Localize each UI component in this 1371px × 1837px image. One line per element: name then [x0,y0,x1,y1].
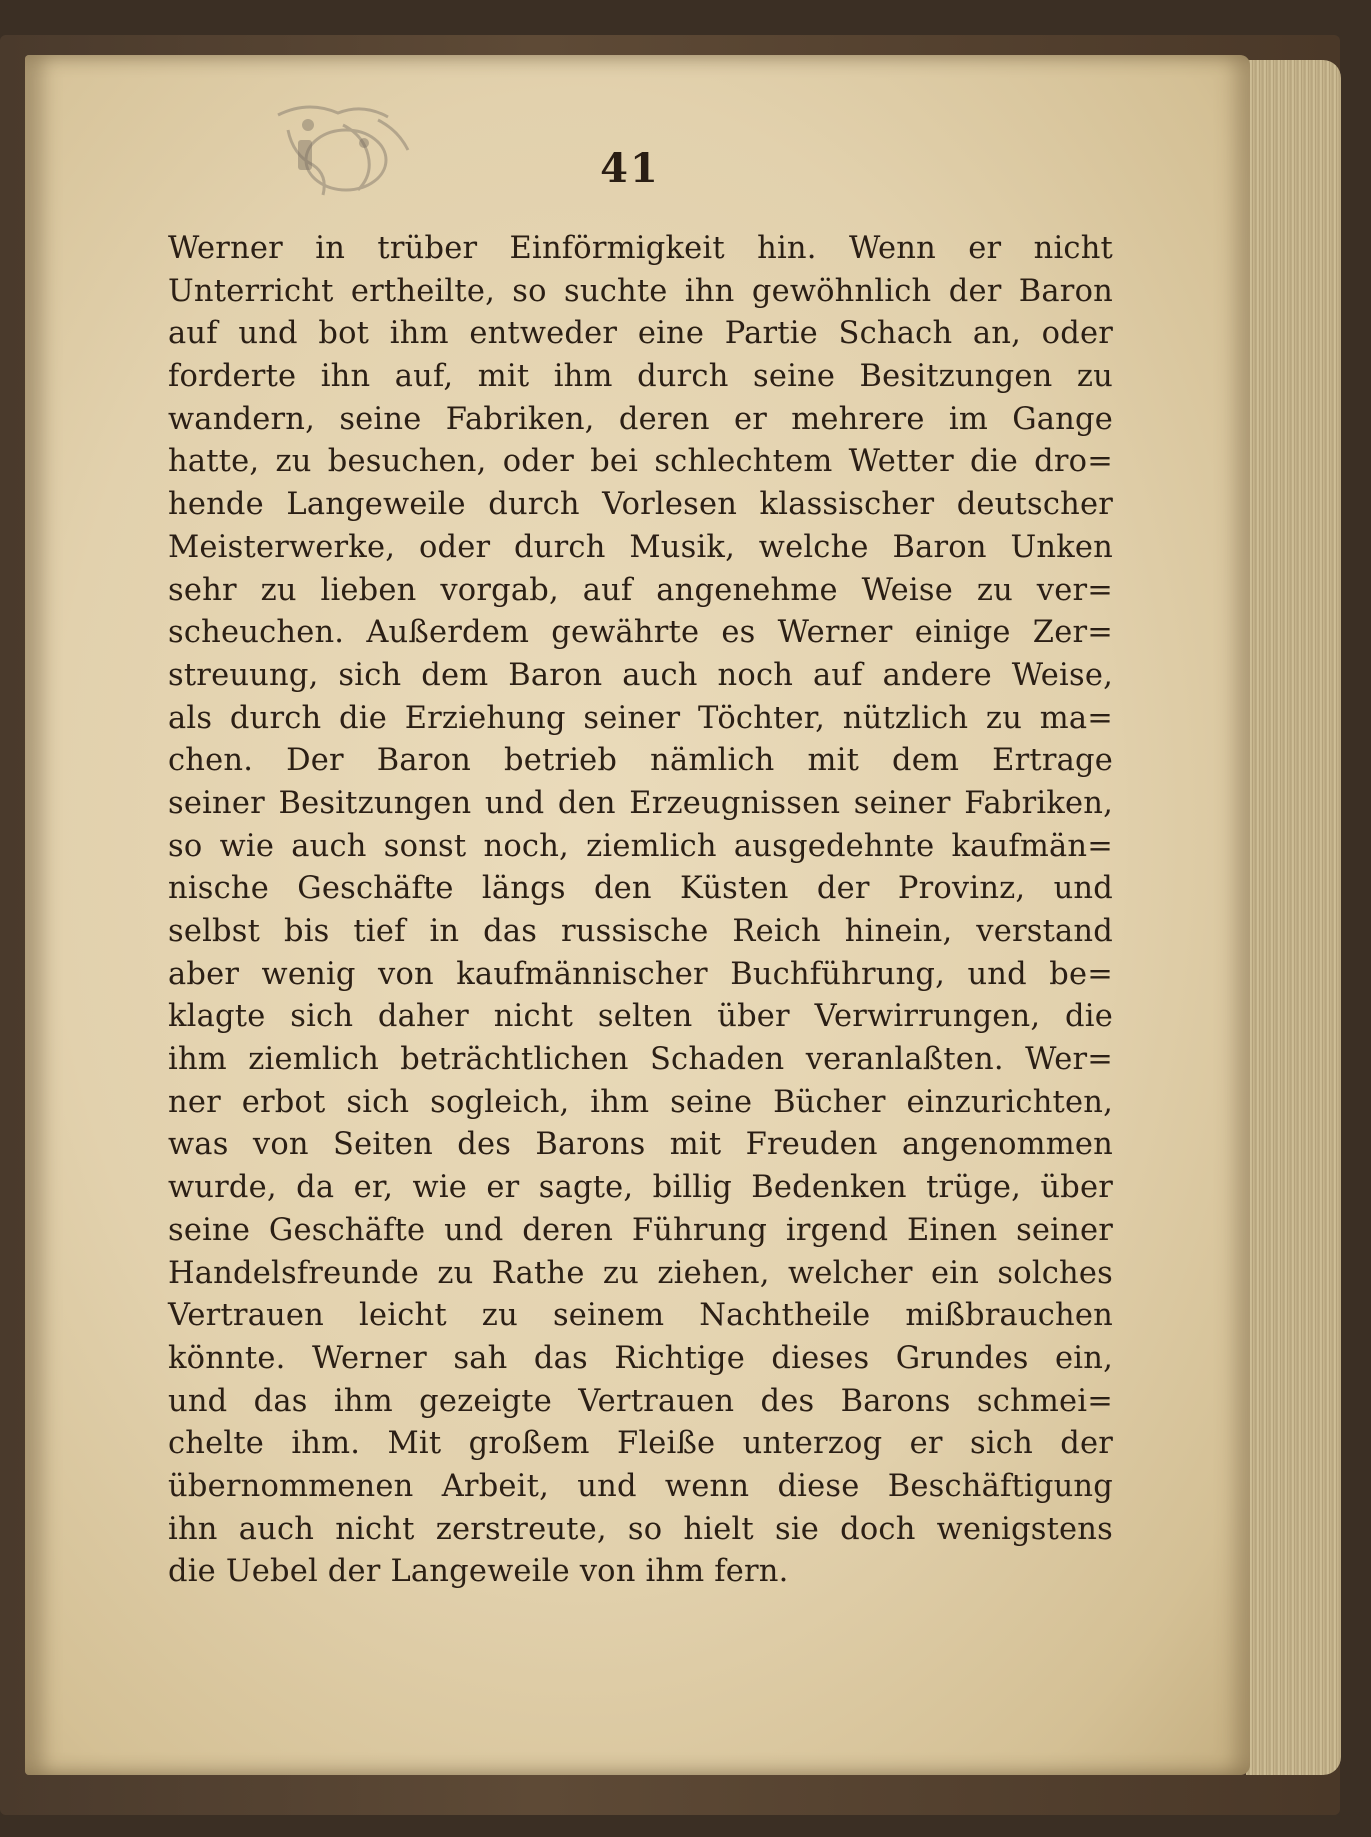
text-line: nische Geschäfte längs den Küsten der Provinz, und [168,871,1113,907]
text-line: forderte ihn auf, mit ihm durch seine Besitzungen zu [168,359,1113,395]
text-line: streuung, sich dem Baron auch noch auf andere Weise, [168,657,1113,693]
text-line: und das ihm gezeigte Vertrauen des Barons schmei= [168,1383,1113,1419]
text-line: hatte, zu besuchen, oder bei schlechtem Wetter die dro= [168,444,1113,480]
text-line: scheuchen. Außerdem gewährte es Werner einige Zer= [168,615,1113,651]
text-line: könnte. Werner sah das Richtige dieses Grundes ein, [168,1340,1113,1376]
text-line: ihn auch nicht zerstreute, so hielt sie doch wenigstens [168,1511,1113,1547]
text-line: so wie auch sonst noch, ziemlich ausgedehnte kaufmän= [168,828,1113,864]
text-line: ihm ziemlich beträchtlichen Schaden veranlaßten. Wer= [168,1042,1113,1078]
text-line: als durch die Erziehung seiner Töchter, nützlich zu ma= [168,700,1113,736]
text-line: selbst bis tief in das russische Reich hinein, verstand [168,914,1113,949]
text-line: was von Seiten des Barons mit Freuden angenommen [168,1127,1113,1163]
text-line: ner erbot sich sogleich, ihm seine Bücher einzurichten, [168,1084,1113,1120]
text-line: auf und bot ihm entweder eine Partie Schach an, oder [168,316,1113,352]
text-line: chen. Der Baron betrieb nämlich mit dem Ertrage [168,743,1113,779]
text-line: klagte sich daher nicht selten über Verwirrungen, die [168,999,1113,1035]
text-line: Meisterwerke, oder durch Musik, welche Baron Unken [168,529,1113,565]
text-line: Handelsfreunde zu Rathe zu ziehen, welcher ein solches [168,1255,1113,1291]
text-line: Vertrauen leicht zu seinem Nachtheile mißbrauchen [168,1298,1113,1334]
text-line: seiner Besitzungen und den Erzeugnissen seiner Fabriken, [168,785,1113,821]
page-edges [1246,60,1341,1775]
text-line: übernommenen Arbeit, und wenn diese Beschäftigung [168,1468,1113,1504]
page-number: 41 [600,145,660,192]
text-line: hende Langeweile durch Vorlesen klassischer deutscher [168,487,1113,523]
text-line: Werner in trüber Einförmigkeit hin. Wenn er nicht [168,231,1113,266]
text-line: sehr zu lieben vorgab, auf angenehme Weise zu ver= [168,572,1113,608]
text-line: Unterricht ertheilte, so suchte ihn gewöhnlich der Baron [168,273,1113,309]
text-line: seine Geschäfte und deren Führung irgend Einen seiner [168,1212,1113,1248]
body-text [168,228,1113,1594]
text-line: wurde, da er, wie er sagte, billig Bedenken trüge, über [168,1170,1113,1206]
text-line: wandern, seine Fabriken, deren er mehrere im Gange [168,401,1113,437]
text-line: chelte ihm. Mit großem Fleiße unterzog er sich der [168,1426,1113,1462]
text-line: die Uebel der Langeweile von ihm fern. [168,1554,789,1590]
text-line: aber wenig von kaufmännischer Buchführung, und be= [168,956,1113,992]
